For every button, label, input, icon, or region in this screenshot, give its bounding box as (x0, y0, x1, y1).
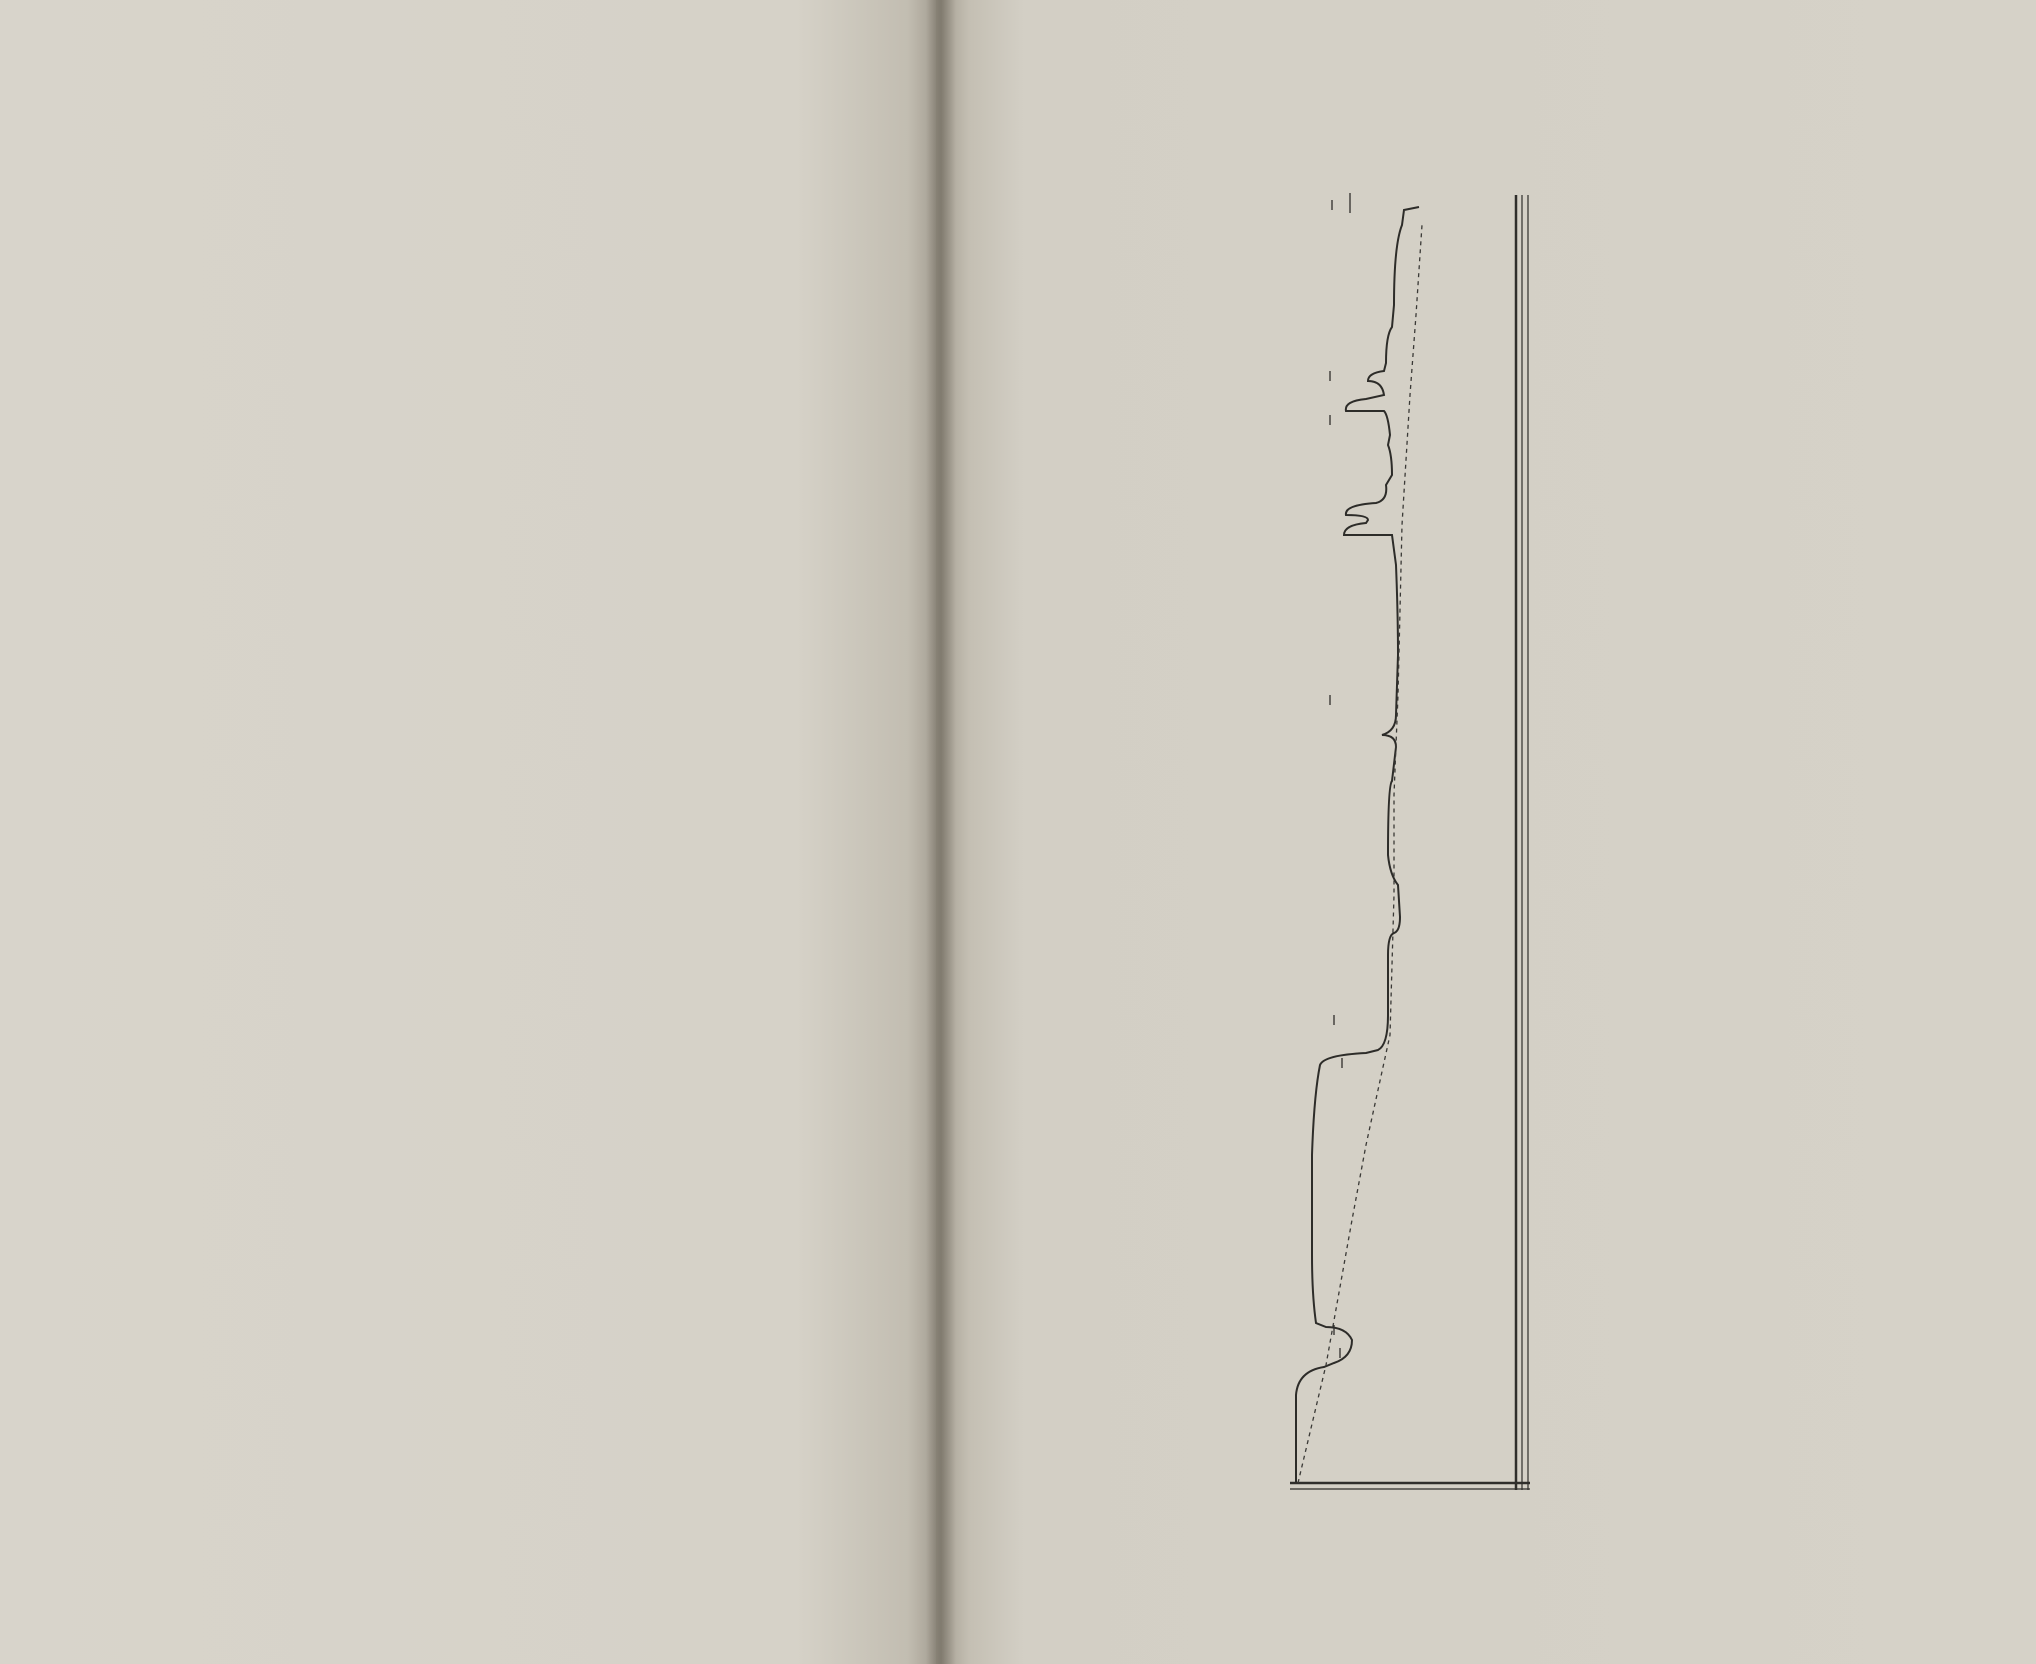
groundwater-profile-figure (1216, 95, 1636, 1565)
book-gutter (926, 0, 956, 1664)
river-marker-ticks (1330, 193, 1350, 1358)
profile-frame (1290, 195, 1530, 1490)
terrain-dashed-line (1298, 225, 1422, 1483)
groundwater-level-line (1296, 207, 1419, 1483)
left-page (0, 0, 936, 1664)
